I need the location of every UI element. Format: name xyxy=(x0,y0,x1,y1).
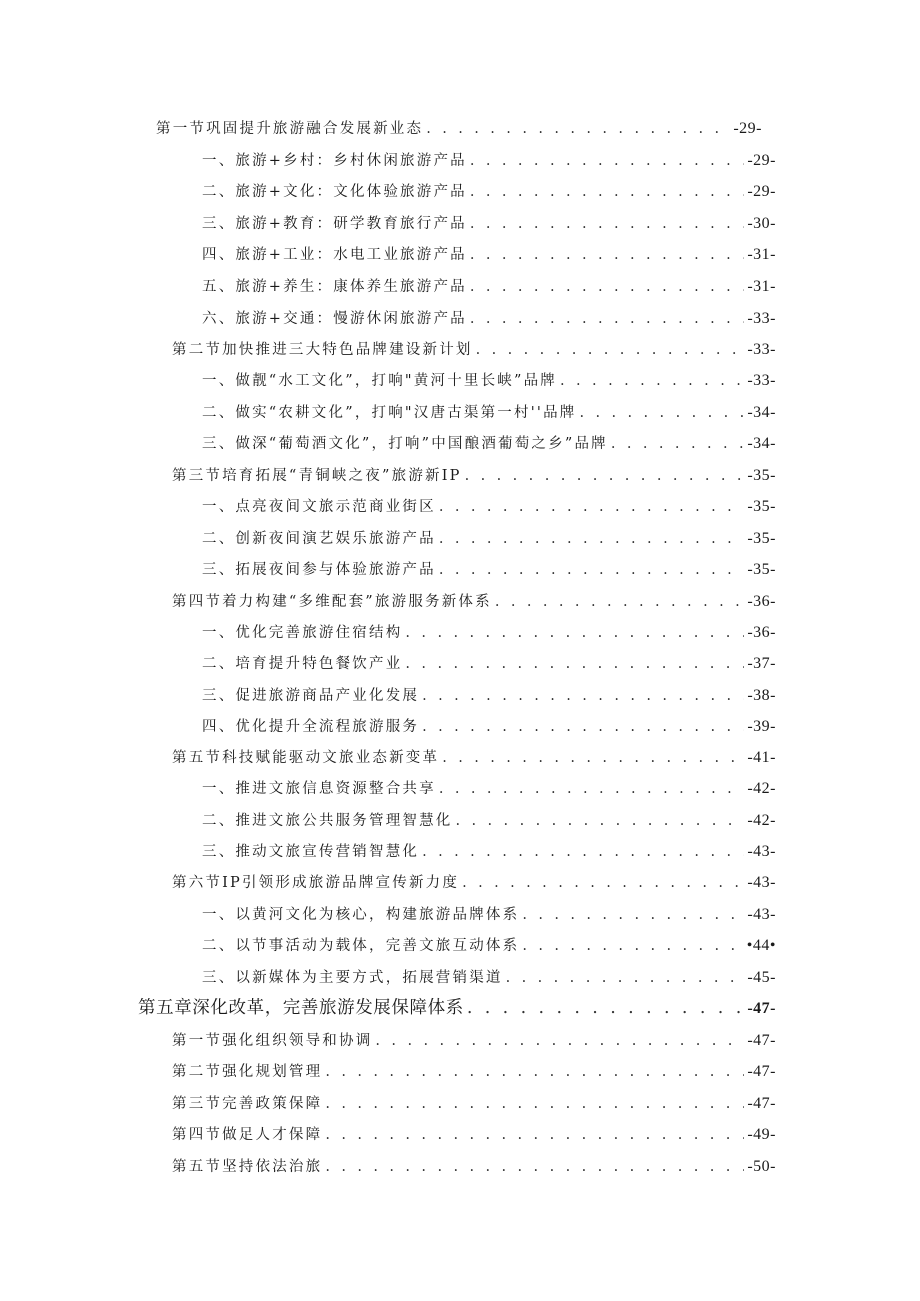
toc-entry-page: -29- xyxy=(747,183,776,200)
toc-entry-page: -36- xyxy=(747,593,776,610)
toc-entry-page: -33- xyxy=(747,310,776,327)
dot-leader xyxy=(579,403,744,423)
toc-entry[interactable] xyxy=(202,623,776,643)
dot-leader xyxy=(439,560,745,580)
dot-leader xyxy=(325,1157,744,1177)
toc-entry-title: 第四节着力构建“多维配套”旅游服务新体系 xyxy=(172,594,492,610)
toc-entry[interactable] xyxy=(202,403,776,423)
dot-leader xyxy=(560,371,744,391)
toc-entry-page: -38- xyxy=(747,687,776,704)
dot-leader xyxy=(405,623,744,643)
toc-entry-page: -42- xyxy=(747,812,776,829)
toc-entry[interactable] xyxy=(172,748,776,768)
toc-entry[interactable] xyxy=(202,779,776,799)
toc-entry-title: 二、以节事活动为载体，完善文旅互动体系 xyxy=(202,938,520,954)
dot-leader xyxy=(467,998,745,1018)
toc-entry-page: -34- xyxy=(747,435,776,452)
toc-entry-title: 一、点亮夜间文旅示范商业街区 xyxy=(202,499,436,515)
toc-entry-title: 第一节巩固提升旅游融合发展新业态 xyxy=(156,121,424,137)
toc-entry-title: 第五节坚持依法治旅 xyxy=(172,1159,323,1175)
toc-entry-page: •44• xyxy=(746,937,776,954)
toc-entry-page: -45- xyxy=(747,969,776,986)
toc-entry-title: 二、旅游+文化：文化体验旅游产品 xyxy=(202,184,467,200)
toc-entry-page: -43- xyxy=(747,874,776,891)
toc-entry-title: 二、培育提升特色餐饮产业 xyxy=(202,656,403,672)
toc-entry[interactable] xyxy=(202,686,776,706)
toc-entry-page: -47- xyxy=(747,1095,776,1112)
toc-entry-title: 三、推动文旅宣传营销智慧化 xyxy=(202,844,420,860)
toc-entry-title: 第四节做足人才保障 xyxy=(172,1127,323,1143)
dot-leader xyxy=(439,529,745,549)
toc-entry[interactable] xyxy=(202,371,776,391)
dot-leader xyxy=(462,873,744,893)
dot-leader xyxy=(470,309,744,329)
dot-leader xyxy=(470,245,744,265)
toc-entry[interactable] xyxy=(202,560,776,580)
dot-leader xyxy=(611,434,744,454)
toc-entry-page: -41- xyxy=(747,749,776,766)
toc-entry-title: 三、旅游+教育：研学教育旅行产品 xyxy=(202,216,467,232)
toc-entry-page: -50- xyxy=(747,1158,776,1175)
toc-entry-page: -47- xyxy=(747,1063,776,1080)
toc-entry[interactable] xyxy=(202,497,776,517)
toc-entry-title: 第六节IP引领形成旅游品牌宣传新力度 xyxy=(172,875,460,891)
dot-leader xyxy=(470,277,744,297)
toc-entry-page: -49- xyxy=(747,1126,776,1143)
toc-entry[interactable] xyxy=(202,968,776,988)
toc-entry[interactable] xyxy=(202,717,776,737)
toc-entry-title: 四、旅游+工业：水电工业旅游产品 xyxy=(202,247,467,263)
toc-entry-page: -47- xyxy=(747,1032,776,1049)
toc-entry-title: 一、优化完善旅游住宿结构 xyxy=(202,625,403,641)
dot-leader xyxy=(522,905,744,925)
toc-entry-title: 六、旅游+交通：慢游休闲旅游产品 xyxy=(202,311,467,327)
toc-entry-title: 五、旅游+养生：康体养生旅游产品 xyxy=(202,279,467,295)
toc-entry-title: 一、做靓“水工文化”，打响"黄河十里长峡”品牌 xyxy=(202,373,558,389)
toc-entry-page: -35- xyxy=(747,498,776,515)
toc-entry-title: 第二节强化规划管理 xyxy=(172,1064,323,1080)
dot-leader xyxy=(375,1031,744,1051)
dot-leader xyxy=(422,686,744,706)
toc-entry[interactable] xyxy=(202,905,776,925)
toc-entry[interactable] xyxy=(202,245,776,265)
toc-entry[interactable] xyxy=(202,434,776,454)
toc-entry-page: -31- xyxy=(747,278,776,295)
dot-leader xyxy=(495,592,745,612)
toc-entry-title: 一、推进文旅信息资源整合共享 xyxy=(202,781,436,797)
toc-entry-page: -34- xyxy=(747,404,776,421)
dot-leader xyxy=(422,842,744,862)
toc-entry[interactable] xyxy=(202,151,776,171)
toc-entry[interactable] xyxy=(202,842,776,862)
toc-entry-page: -31- xyxy=(747,246,776,263)
toc-entry-title: 三、做深“葡萄酒文化”，打响”中国酿酒葡萄之乡”品牌 xyxy=(202,436,608,452)
toc-entry[interactable] xyxy=(172,1094,776,1114)
dot-leader xyxy=(470,151,744,171)
dot-leader xyxy=(325,1094,744,1114)
toc-entry[interactable] xyxy=(172,873,776,893)
toc-entry-title: 第三节完善政策保障 xyxy=(172,1096,323,1112)
toc-entry-page: -42- xyxy=(747,780,776,797)
toc-entry-title: 第二节加快推进三大特色品牌建设新计划 xyxy=(172,342,473,358)
dot-leader xyxy=(470,182,744,202)
toc-entry-title: 三、拓展夜间参与体验旅游产品 xyxy=(202,562,436,578)
toc-entry-title: 第一节强化组织领导和协调 xyxy=(172,1033,373,1049)
dot-leader xyxy=(470,214,744,234)
toc-entry-page: -29- xyxy=(733,120,762,137)
toc-entry[interactable] xyxy=(172,1125,776,1145)
dot-leader xyxy=(325,1125,744,1145)
toc-entry[interactable] xyxy=(172,466,776,486)
dot-leader xyxy=(422,717,744,737)
toc-entry[interactable] xyxy=(156,119,762,139)
dot-leader xyxy=(325,1062,744,1082)
dot-leader xyxy=(522,936,743,956)
toc-entry-title: 三、促进旅游商品产业化发展 xyxy=(202,688,420,704)
toc-entry[interactable] xyxy=(202,309,776,329)
toc-entry[interactable] xyxy=(202,182,776,202)
toc-entry-page: -29- xyxy=(747,152,776,169)
toc-entry-title: 三、以新媒体为主要方式，拓展营销渠道 xyxy=(202,970,503,986)
toc-entry-title: 第五节科技赋能驱动文旅业态新变革 xyxy=(172,750,440,766)
toc-entry[interactable] xyxy=(172,1157,776,1177)
toc-entry[interactable] xyxy=(172,1062,776,1082)
dot-leader xyxy=(426,119,730,139)
toc-entry-page: -33- xyxy=(747,341,776,358)
toc-chapter-entry[interactable] xyxy=(138,998,776,1019)
toc-entry-title: 一、以黄河文化为核心，构建旅游品牌体系 xyxy=(202,907,520,923)
toc-entry[interactable] xyxy=(172,1031,776,1051)
dot-leader xyxy=(439,779,745,799)
toc-entry-page: -36- xyxy=(747,624,776,641)
toc-entry[interactable] xyxy=(202,811,776,831)
toc-entry-title: 第三节培育拓展“青铜峡之夜”旅游新IP xyxy=(172,468,462,484)
dot-leader xyxy=(456,811,745,831)
toc-entry[interactable] xyxy=(202,936,776,956)
toc-entry-title: 四、优化提升全流程旅游服务 xyxy=(202,719,420,735)
toc-entry[interactable] xyxy=(172,340,776,360)
toc-entry-page: -30- xyxy=(747,215,776,232)
toc-entry-page: -43- xyxy=(747,843,776,860)
toc-entry[interactable] xyxy=(202,277,776,297)
toc-entry-title: 二、做实“农耕文化”，打响"汉唐古渠第一村''品牌 xyxy=(202,405,577,421)
dot-leader xyxy=(506,968,745,988)
toc-entry-title: 二、创新夜间演艺娱乐旅游产品 xyxy=(202,531,436,547)
toc-entry-page: -37- xyxy=(747,655,776,672)
toc-entry-page: -43- xyxy=(747,906,776,923)
toc-entry-page: -35- xyxy=(747,561,776,578)
toc-entry[interactable] xyxy=(172,592,776,612)
toc-entry-page: -33- xyxy=(747,372,776,389)
dot-leader xyxy=(405,654,744,674)
dot-leader xyxy=(439,497,745,517)
toc-entry-title: 二、推进文旅公共服务管理智慧化 xyxy=(202,813,453,829)
toc-entry-title: 第五章深化改革，完善旅游发展保障体系 xyxy=(138,998,464,1018)
toc-entry-page: -39- xyxy=(747,718,776,735)
dot-leader xyxy=(476,340,745,360)
toc-entry-page: -35- xyxy=(747,467,776,484)
toc-entry-page: -35- xyxy=(747,530,776,547)
toc-entry-page: -47- xyxy=(747,1000,776,1017)
toc-entry[interactable] xyxy=(202,214,776,234)
dot-leader xyxy=(442,748,744,768)
dot-leader xyxy=(465,466,745,486)
toc-entry-title: 一、旅游+乡村：乡村休闲旅游产品 xyxy=(202,153,467,169)
toc-entry[interactable] xyxy=(202,654,776,674)
toc-entry[interactable] xyxy=(202,529,776,549)
